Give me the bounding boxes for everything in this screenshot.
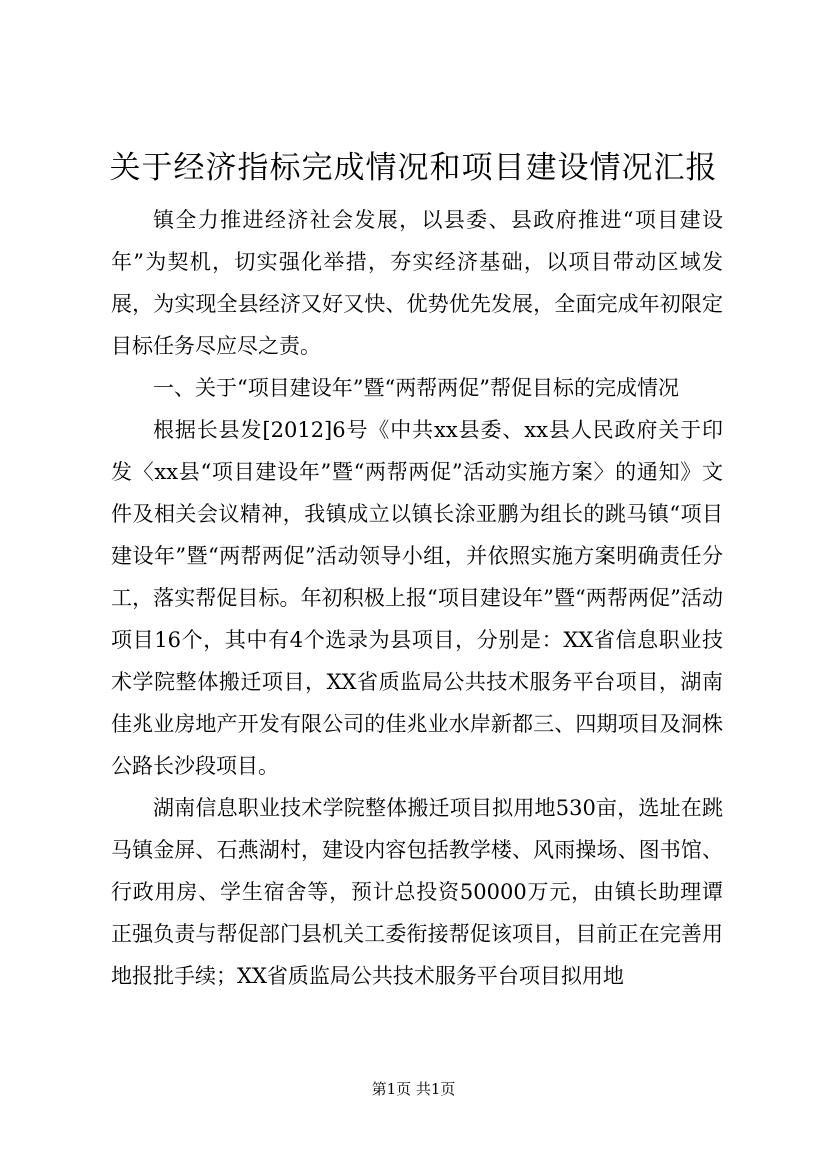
paragraph-project-detail: 湖南信息职业技术学院整体搬迁项目拟用地530亩，选址在跳马镇金屏、石燕湖村，建设内容包括教学楼、风雨操场、图书馆、行政用房、学生宿舍等，预计总投资50000万元，由镇长助理谭正强负责与帮促部门县机关工委衔接帮促该项目，目前正在完善用地报批手续；XX省质监局公共技术服务平台项目拟用地 [111,796,723,988]
paragraph-intro: 镇全力推进经济社会发展，以县委、县政府推进“项目建设年”为契机，切实强化举措，夯实经济基础，以项目带动区域发展，为实现全县经济又好又快、优势优先发展，全面完成年初限定目标任务尽应尽之责。 [111,208,723,358]
page-number-footer: 第1页 共1页 [371,1080,456,1098]
section-heading: 一、关于“项目建设年”暨“两帮两促”帮促目标的完成情况 [153,376,679,400]
paragraph-project-list: 根据长县发[2012]6号《中共xx县委、xx县人民政府关于印发〈xx县“项目建设年”暨“两帮两促”活动实施方案〉的通知》文件及相关会议精神，我镇成立以镇长涂亚鹏为组长的跳马镇“项目建设年”暨“两帮两促”活动领导小组，并依照实施方案明确责任分工，落实帮促目标。年初积极上报“项目建设年”暨“两帮两促”活动项目16个，其中有4个选录为县项目，分别是：XX省信息职业技术学院整体搬迁项目，XX省质监局公共技术服务平台项目，湖南佳兆业房地产开发有限公司的佳兆业水岸新都三、四期项目及洞株公路长沙段项目。 [111,418,723,778]
document-title: 关于经济指标完成情况和项目建设情况汇报 [109,150,718,186]
document-body [111,199,723,997]
